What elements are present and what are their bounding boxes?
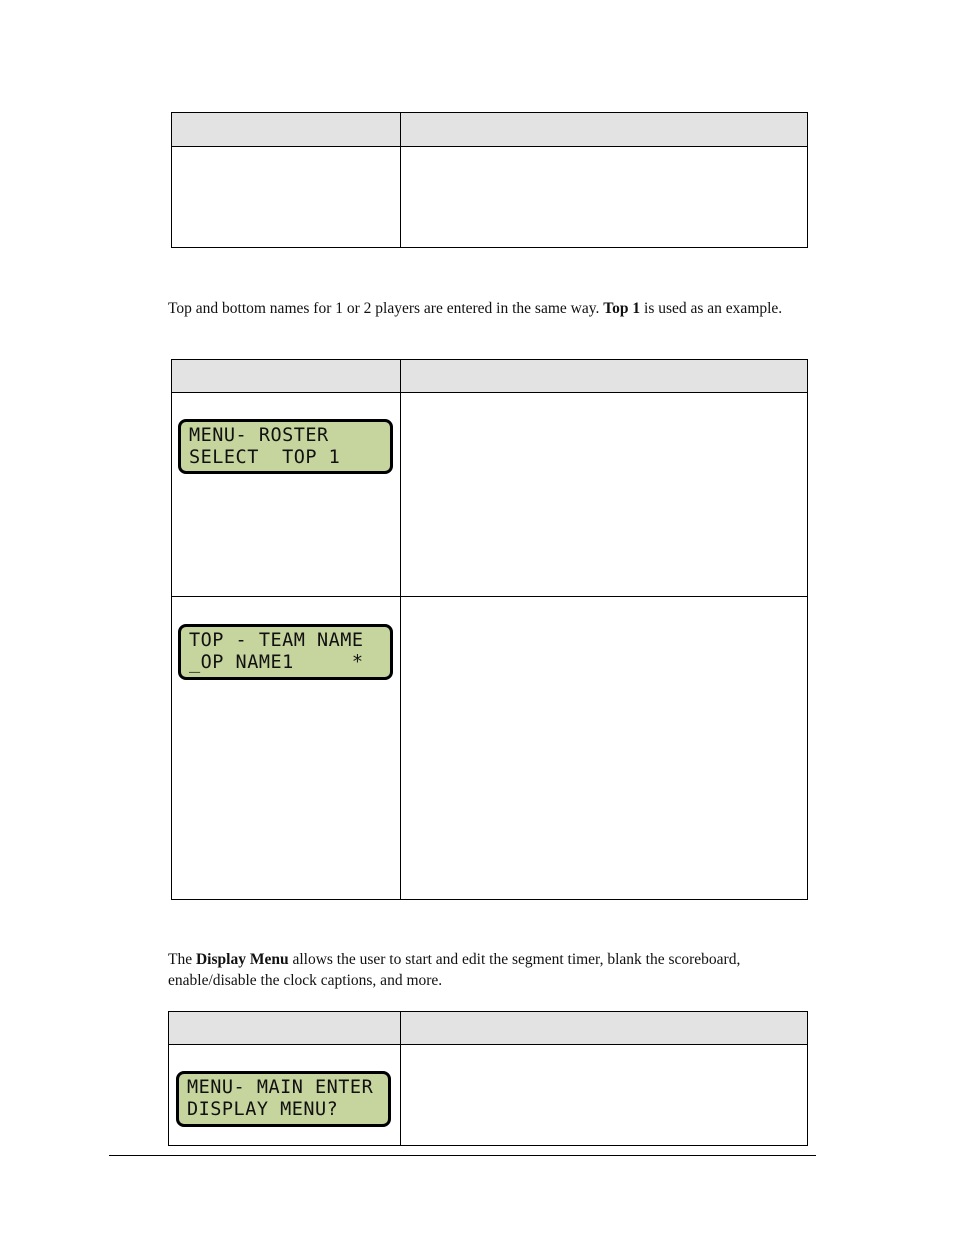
roster-intro-paragraph: Top and bottom names for 1 or 2 players are entered in the same way. Top 1 is used as an example. xyxy=(168,300,783,317)
footer-rule xyxy=(109,1155,816,1156)
table-header-row xyxy=(172,113,807,147)
lcd-display-roster-select xyxy=(178,419,393,474)
column-divider xyxy=(400,1012,401,1145)
row-divider xyxy=(172,596,807,597)
bold-term: Display Menu xyxy=(195,951,289,968)
lcd-line-1: MENU- ROSTER xyxy=(189,425,329,446)
lcd-display-main-menu xyxy=(176,1071,391,1127)
column-divider xyxy=(400,360,401,899)
lcd-line-1: TOP - TEAM NAME xyxy=(189,630,364,651)
lcd-line-2: _OP NAME1 * xyxy=(189,652,364,673)
lcd-line-2: SELECT TOP 1 xyxy=(189,447,341,468)
column-divider xyxy=(400,113,401,247)
table-header-row xyxy=(172,360,807,393)
lcd-line-1: MENU- MAIN ENTER xyxy=(187,1077,374,1098)
table-header-row xyxy=(169,1012,807,1045)
table-continued xyxy=(171,112,808,248)
bold-term: Top 1 xyxy=(603,300,641,317)
lcd-display-team-name xyxy=(178,624,393,680)
lcd-line-2: DISPLAY MENU? xyxy=(187,1099,339,1120)
display-menu-intro-paragraph: The Display Menu allows the user to start and edit the segment timer, blank the scoreboard, enable/disable the clock captions, and more. xyxy=(168,951,741,989)
